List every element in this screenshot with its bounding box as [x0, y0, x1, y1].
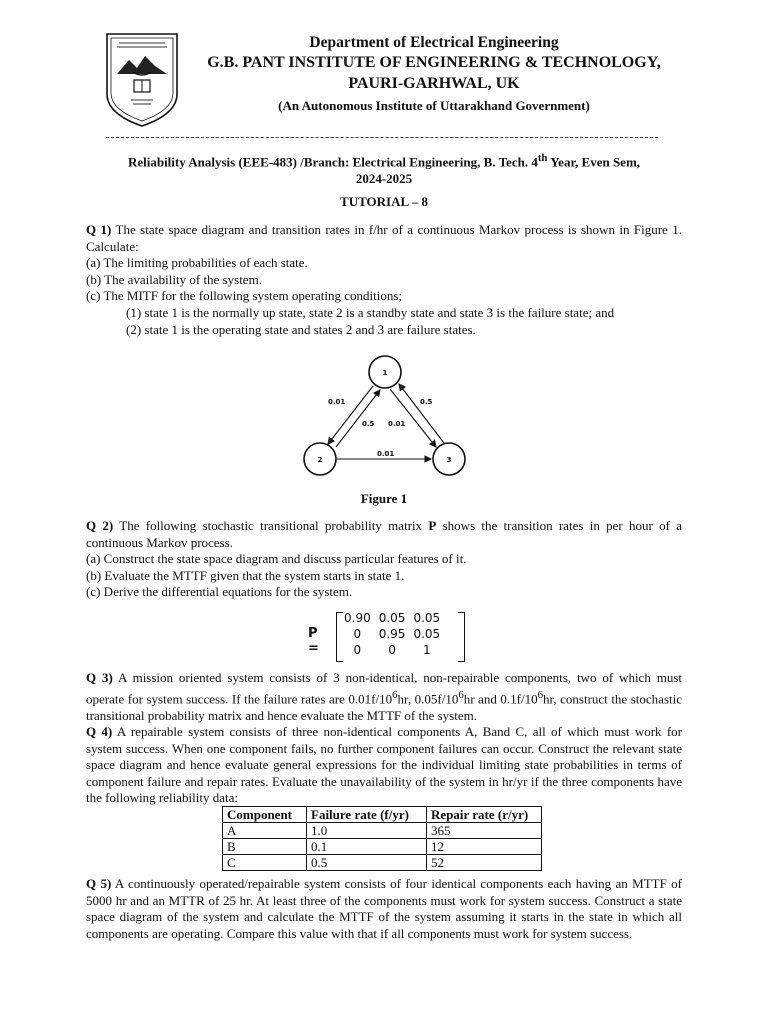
q3-sup-2: 6: [458, 688, 464, 701]
q2-label: Q 2): [86, 518, 114, 533]
q3-text-2: hr, 0.05f/10: [397, 690, 459, 706]
table-cell: 12: [427, 839, 542, 855]
q5-text: A continuously operated/repairable system consists of four identical components each having an MTTF of 5000 hr and an MTTR of 25 hr. At least three of the components must work for system success. Construct a state space diagram of the system and calculate the MTTF of the system assuming it starts in the state in which all components are operating. Compare this value with that if all components must work for system success.: [86, 876, 682, 941]
matrix-row: [340, 642, 444, 658]
q2-text-pre: The following stochastic transitional probability matrix: [113, 518, 429, 533]
matrix-cell: 0.05: [413, 611, 441, 625]
table-cell: A: [223, 823, 307, 839]
question-5: [86, 876, 682, 942]
matrix-cell: 0: [353, 643, 362, 657]
document-header: [190, 34, 678, 115]
course-sup: th: [537, 152, 548, 164]
q2-text-post: shows the transition rates in per hour of a continuous Markov process.: [86, 518, 682, 550]
q2-part-a: (a) Construct the state space diagram and discuss particular features of it.: [86, 551, 467, 567]
table-cell: 365: [427, 823, 542, 839]
rate-2-to-1: 0.5: [362, 420, 375, 428]
matrix-cell: 0.05: [413, 627, 441, 641]
q1-condition-1: (1) state 1 is the normally up state, state 2 is a standby state and state 3 is the failure state; and: [126, 304, 615, 320]
node-3-label: 3: [446, 456, 452, 464]
matrix-cell: 0: [353, 627, 362, 641]
column-header: Repair rate (r/yr): [427, 807, 542, 823]
question-4: [86, 724, 682, 807]
q4-text: A repairable system consists of three non-identical components A, Band C, all of which must work for system success. When one component fails, no further component failures can occur. Construct the relevant state space diagram and hence evaluate general expressions for the individual limiting state probabilities in terms of component failure and repair rates. Evaluate the unavailability of the system in hr/yr if the three components have the following reliability data:: [86, 724, 682, 806]
column-header: Failure rate (f/yr): [307, 807, 427, 823]
node-1-label: 1: [382, 369, 388, 377]
q1-text: The state space diagram and transition rates in f/hr of a continuous Markov process is shown in Figure 1. Calculate:: [86, 222, 682, 254]
figure-caption: Figure 1: [360, 491, 408, 506]
matrix-row: [340, 610, 444, 626]
rate-1-to-2: 0.01: [328, 398, 346, 406]
institute-logo: [103, 32, 181, 128]
q4-label: Q 4): [86, 724, 113, 740]
table-cell: 0.1: [307, 839, 427, 855]
q2-part-c: (c) Derive the differential equations for the system.: [86, 584, 353, 600]
q2-matrix-symbol: P: [428, 518, 437, 533]
column-header: Component: [223, 807, 307, 823]
table-cell: 0.5: [307, 855, 427, 871]
q1-part-a: (a) The limiting probabilities of each state.: [86, 255, 308, 271]
q3-label: Q 3): [86, 670, 113, 685]
course-info: [86, 150, 682, 187]
q3-sup-3: 6: [537, 688, 544, 701]
state-space-diagram: [298, 352, 470, 478]
institute-name: G.B. PANT INSTITUTE OF ENGINEERING & TECHNOLOGY,: [207, 54, 661, 71]
question-1: [86, 222, 682, 338]
matrix-right-bracket: [458, 612, 465, 662]
arrow-3-to-1: [399, 384, 444, 443]
q2-part-b: (b) Evaluate the MTTF given that the system starts in state 1.: [86, 567, 405, 583]
q1-part-c: (c) The MITF for the following system operating conditions;: [86, 288, 403, 304]
table-header-row: [223, 807, 542, 823]
table-row: [223, 855, 542, 871]
question-3: [86, 670, 682, 807]
q3-sup-1: 6: [392, 688, 398, 701]
matrix-cell: 0.05: [378, 611, 406, 625]
matrix-cell: 1: [422, 643, 431, 657]
q3-text-3: hr and 0.1f/10: [463, 690, 538, 706]
rate-1-to-3: 0.01: [388, 420, 406, 428]
tutorial-title: TUTORIAL – 8: [340, 194, 428, 209]
table-row: [223, 823, 542, 839]
q5-label: Q 5): [86, 876, 112, 891]
table-row: [223, 839, 542, 855]
matrix-label: P =: [308, 626, 319, 656]
course-line-end: Year, Even Sem,: [547, 154, 641, 170]
institute-location: PAURI-GARHWAL, UK: [348, 75, 520, 92]
node-2-label: 2: [317, 456, 323, 464]
matrix-values: [340, 610, 444, 658]
q1-label: Q 1): [86, 222, 112, 237]
table-cell: 1.0: [307, 823, 427, 839]
rate-3-to-1: 0.5: [420, 398, 433, 406]
reliability-data-table: [222, 806, 542, 871]
q1-part-b: (b) The availability of the system.: [86, 271, 262, 287]
question-2: [86, 518, 682, 601]
rate-2-to-3: 0.01: [377, 450, 395, 458]
academic-year: 2024-2025: [355, 171, 413, 187]
matrix-cell: 0.90: [344, 611, 371, 625]
course-line: Reliability Analysis (EEE-483) /Branch: Electrical Engineering, B. Tech. 4: [127, 154, 538, 170]
q1-condition-2: (2) state 1 is the operating state and states 2 and 3 are failure states.: [126, 321, 476, 337]
matrix-cell: 0.95: [378, 627, 406, 641]
table-cell: B: [223, 839, 307, 855]
department-name: Department of Electrical Engineering: [309, 34, 559, 51]
header-divider: [106, 137, 658, 139]
matrix-cell: 0: [388, 643, 396, 657]
institute-subtitle: (An Autonomous Institute of Uttarakhand Government): [278, 98, 590, 113]
table-cell: 52: [427, 855, 542, 871]
q3-text-4: hr, construct the stochastic transitional probability matrix and hence evaluate the MTTF of the system.: [86, 690, 683, 723]
q3-text-1: A mission oriented system consists of 3 non-identical, non-repairable components, two of which must operate for system success. If the failure rates are 0.01f/10: [86, 670, 682, 706]
arrow-1-to-2: [328, 386, 373, 444]
matrix-row: [340, 626, 444, 642]
table-cell: C: [223, 855, 307, 871]
